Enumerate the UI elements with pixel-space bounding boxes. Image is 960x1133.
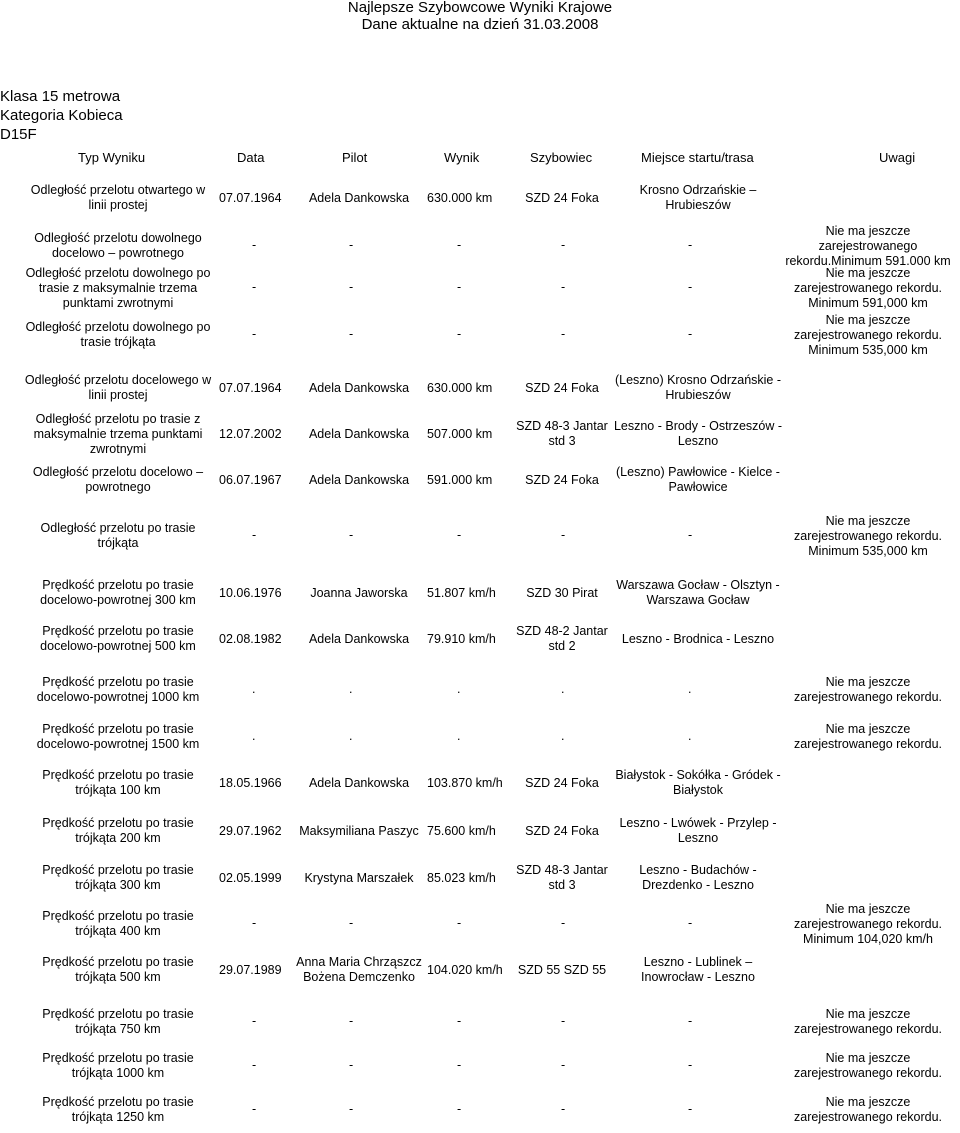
record-pilot-text: Adela Dankowska — [308, 380, 410, 395]
record-type — [22, 712, 214, 762]
page-header — [0, 0, 960, 33]
record-place-text: Krosno Odrzańskie – Hrubieszów — [639, 183, 757, 212]
record-remarks — [780, 314, 956, 356]
record-pilot — [290, 180, 428, 216]
record-pilot — [290, 410, 428, 458]
record-result — [427, 180, 507, 216]
record-remarks-text: Nie ma jeszcze zarejestrowanego rekordu. — [794, 1051, 942, 1080]
record-place — [612, 945, 784, 995]
record-date — [219, 808, 289, 854]
record-remarks — [780, 266, 956, 310]
record-type-text: Odległość przelotu docelowo – powrotnego — [32, 465, 204, 494]
record-result-text: 85.023 km/h — [427, 870, 496, 885]
record-date-text: 18.05.1966 — [219, 775, 282, 790]
table-header — [0, 148, 960, 166]
dash-mark: - — [561, 916, 566, 930]
record-remarks — [780, 223, 956, 268]
record-type — [22, 180, 214, 216]
table-row — [0, 761, 960, 805]
record-result-text: 507.000 km — [427, 426, 493, 441]
table-row — [0, 712, 960, 762]
dash-mark: . — [688, 682, 692, 696]
record-remarks-text: Nie ma jeszcze zarejestrowanego rekordu. — [794, 1095, 942, 1124]
dash-mark: - — [688, 916, 693, 930]
record-type — [22, 367, 214, 409]
record-date — [219, 367, 289, 409]
dash-mark: . — [349, 682, 353, 696]
record-type-text: Prędkość przelotu po trasie trójkąta 200 km — [42, 816, 194, 845]
dash-mark: - — [561, 280, 566, 294]
record-date — [219, 410, 289, 458]
record-date-text: 06.07.1967 — [219, 472, 282, 487]
table-row — [0, 180, 960, 216]
record-place — [612, 616, 784, 662]
table-row — [0, 266, 960, 310]
record-result-text: 51.807 km/h — [427, 585, 496, 600]
record-result-text: 591.000 km — [427, 472, 493, 487]
record-place-text: (Leszno) Pawłowice - Kielce - Pawłowice — [616, 465, 780, 494]
dash-mark: - — [457, 1102, 462, 1116]
record-remarks-text: Nie ma jeszcze zarejestrowanego rekordu. Minimum 591,000 km — [794, 265, 942, 310]
dash-mark: - — [561, 1058, 566, 1072]
record-result — [427, 460, 507, 500]
record-remarks — [780, 665, 956, 715]
dash-mark: - — [349, 1102, 354, 1116]
record-pilot-text: Joanna Jaworska — [310, 585, 408, 600]
record-type-text: Prędkość przelotu po trasie docelowo-powrotnej 300 km — [40, 578, 196, 607]
col-header-wynik: Wynik — [444, 150, 480, 165]
dash-mark: - — [457, 916, 462, 930]
record-glider — [508, 808, 616, 854]
record-place-text: Leszno - Brodnica - Leszno — [621, 631, 775, 646]
dash-mark: - — [688, 327, 693, 341]
record-pilot — [290, 808, 428, 854]
record-pilot-text: Adela Dankowska — [308, 631, 410, 646]
dash-mark: - — [252, 280, 257, 294]
record-type-text: Prędkość przelotu po trasie trójkąta 500 km — [42, 955, 194, 984]
dash-mark: - — [252, 528, 257, 542]
record-type — [22, 856, 214, 900]
record-glider — [508, 945, 616, 995]
record-glider — [508, 460, 616, 500]
dash-mark: - — [349, 238, 354, 252]
col-header-typ: Typ Wyniku — [78, 150, 146, 165]
record-pilot-text: Adela Dankowska — [308, 472, 410, 487]
record-result — [427, 410, 507, 458]
record-place-text: Leszno - Lwówek - Przylep - Leszno — [619, 816, 777, 845]
record-type — [22, 1046, 214, 1086]
table-row — [0, 1090, 960, 1130]
dash-mark: - — [457, 280, 462, 294]
record-pilot — [290, 761, 428, 805]
record-type — [22, 665, 214, 715]
dash-mark: - — [252, 238, 257, 252]
dash-mark: - — [688, 528, 693, 542]
record-remarks — [780, 512, 956, 560]
record-glider-text: SZD 48-3 Jantar std 3 — [516, 419, 608, 448]
record-glider-text: SZD 48-3 Jantar std 3 — [516, 863, 608, 892]
record-result-text: 103.870 km/h — [427, 775, 503, 790]
dash-mark: - — [561, 327, 566, 341]
dash-mark: - — [349, 327, 354, 341]
record-remarks — [780, 1000, 956, 1044]
record-date — [219, 180, 289, 216]
col-header-miejsce: Miejsce startu/trasa — [641, 150, 754, 165]
record-glider-text: SZD 24 Foka — [525, 775, 599, 790]
dash-mark: - — [349, 1014, 354, 1028]
record-pilot — [290, 367, 428, 409]
dash-mark: - — [252, 1014, 257, 1028]
record-date — [219, 616, 289, 662]
record-place — [612, 460, 784, 500]
record-glider — [508, 761, 616, 805]
record-date — [219, 570, 289, 616]
record-type-text: Odległość przelotu otwartego w linii prostej — [30, 183, 206, 212]
table-row — [0, 616, 960, 662]
record-type-text: Prędkość przelotu po trasie trójkąta 1000 km — [42, 1051, 194, 1080]
dash-mark: - — [457, 238, 462, 252]
table-row — [0, 665, 960, 715]
record-remarks — [780, 900, 956, 948]
record-glider — [508, 616, 616, 662]
table-row — [0, 808, 960, 854]
table-row — [0, 223, 960, 268]
dash-mark: . — [561, 729, 565, 743]
record-glider-text: SZD 55 SZD 55 — [517, 962, 607, 977]
record-pilot — [290, 945, 428, 995]
record-place — [612, 808, 784, 854]
record-glider-text: SZD 48-2 Jantar std 2 — [516, 624, 608, 653]
record-result — [427, 945, 507, 995]
record-place — [612, 761, 784, 805]
record-place — [612, 410, 784, 458]
table-row — [0, 856, 960, 900]
record-place — [612, 180, 784, 216]
record-remarks-text: Nie ma jeszcze zarejestrowanego rekordu. — [794, 675, 942, 704]
record-type — [22, 1000, 214, 1044]
record-date — [219, 761, 289, 805]
dash-mark: - — [457, 1058, 462, 1072]
dash-mark: - — [349, 280, 354, 294]
record-remarks — [780, 1046, 956, 1086]
record-date-text: 12.07.2002 — [219, 426, 282, 441]
record-pilot-text: Anna Maria Chrząszcz Bożena Demczenko — [296, 955, 422, 984]
dash-mark: - — [688, 280, 693, 294]
dash-mark: - — [349, 528, 354, 542]
record-pilot-text: Adela Dankowska — [308, 775, 410, 790]
table-row — [0, 460, 960, 500]
record-pilot-text: Adela Dankowska — [308, 190, 410, 205]
record-place-text: Leszno - Brody - Ostrzeszów - Leszno — [613, 419, 783, 448]
dash-mark: - — [688, 1014, 693, 1028]
record-remarks-text: Nie ma jeszcze zarejestrowanego rekordu. Minimum 535,000 km — [794, 312, 942, 357]
dash-mark: . — [252, 682, 256, 696]
dash-mark: - — [457, 528, 462, 542]
record-remarks — [780, 712, 956, 762]
record-type-text: Odległość przelotu po trasie trójkąta — [40, 521, 196, 550]
dash-mark: - — [252, 327, 257, 341]
dash-mark: - — [561, 1014, 566, 1028]
table-row — [0, 900, 960, 948]
dash-mark: . — [252, 729, 256, 743]
record-date-text: 02.08.1982 — [219, 631, 282, 646]
record-type-text: Prędkość przelotu po trasie docelowo-powrotnej 500 km — [40, 624, 196, 653]
record-glider — [508, 856, 616, 900]
record-place-text: Białystok - Sokółka - Gródek - Białystok — [615, 768, 781, 797]
record-date-text: 02.05.1999 — [219, 870, 282, 885]
record-result-text: 630.000 km — [427, 380, 493, 395]
dash-mark: - — [252, 916, 257, 930]
record-date-text: 07.07.1964 — [219, 190, 282, 205]
class-label: Klasa 15 metrowa — [0, 88, 121, 105]
record-pilot-text: Krystyna Marszałek — [304, 870, 414, 885]
record-pilot-text: Adela Dankowska — [308, 426, 410, 441]
dash-mark: - — [457, 327, 462, 341]
record-pilot — [290, 570, 428, 616]
record-result — [427, 761, 507, 805]
record-remarks — [780, 1090, 956, 1130]
record-type-text: Prędkość przelotu po trasie trójkąta 300 km — [42, 863, 194, 892]
class-code: D15F — [0, 126, 37, 143]
record-type-text: Prędkość przelotu po trasie trójkąta 100 km — [42, 768, 194, 797]
dash-mark: - — [561, 1102, 566, 1116]
record-remarks-text: Nie ma jeszcze zarejestrowanego rekordu. Minimum 535,000 km — [794, 513, 942, 558]
col-header-szybowiec: Szybowiec — [530, 150, 593, 165]
record-type-text: Odległość przelotu dowolnego po trasie trójkąta — [25, 320, 211, 349]
record-type-text: Odległość przelotu po trasie z maksymalnie trzema punktami zwrotnymi — [33, 411, 203, 456]
record-type — [22, 314, 214, 356]
dash-mark: . — [688, 729, 692, 743]
dash-mark: - — [349, 1058, 354, 1072]
record-result — [427, 367, 507, 409]
record-type-text: Prędkość przelotu po trasie docelowo-powrotnej 1500 km — [36, 722, 200, 751]
record-type-text: Prędkość przelotu po trasie docelowo-powrotnej 1000 km — [36, 675, 200, 704]
col-header-pilot: Pilot — [342, 150, 368, 165]
record-remarks-text: Nie ma jeszcze zarejestrowanego rekordu. Minimum 104,020 km/h — [794, 901, 942, 946]
dash-mark: . — [349, 729, 353, 743]
record-glider-text: SZD 24 Foka — [525, 380, 599, 395]
record-date-text: 29.07.1962 — [219, 823, 282, 838]
record-date-text: 29.07.1989 — [219, 962, 282, 977]
record-pilot-text: Maksymiliana Paszyc — [299, 823, 419, 838]
record-date — [219, 460, 289, 500]
record-type — [22, 570, 214, 616]
record-date — [219, 856, 289, 900]
page-title: Najlepsze Szybowcowe Wyniki Krajowe — [347, 0, 613, 16]
record-result — [427, 856, 507, 900]
table-row — [0, 945, 960, 995]
record-type-text: Prędkość przelotu po trasie trójkąta 750 km — [42, 1007, 194, 1036]
record-type — [22, 808, 214, 854]
dash-mark: - — [688, 1058, 693, 1072]
record-result — [427, 808, 507, 854]
table-row — [0, 1046, 960, 1086]
record-result — [427, 616, 507, 662]
table-row — [0, 570, 960, 616]
record-glider — [508, 570, 616, 616]
record-result-text: 79.910 km/h — [427, 631, 496, 646]
record-glider — [508, 367, 616, 409]
record-type-text: Prędkość przelotu po trasie trójkąta 400 km — [42, 909, 194, 938]
record-type — [22, 410, 214, 458]
dash-mark: - — [252, 1058, 257, 1072]
record-glider-text: SZD 24 Foka — [525, 190, 599, 205]
record-result-text: 75.600 km/h — [427, 823, 496, 838]
record-remarks-text: Nie ma jeszcze zarejestrowanego rekordu. — [794, 722, 942, 751]
dash-mark: . — [457, 729, 461, 743]
record-type — [22, 266, 214, 310]
data-date: Dane aktualne na dzień 31.03.2008 — [361, 16, 599, 33]
record-type-text: Prędkość przelotu po trasie trójkąta 1250 km — [42, 1095, 194, 1124]
dash-mark: . — [561, 682, 565, 696]
dash-mark: - — [561, 528, 566, 542]
table-row — [0, 367, 960, 409]
record-result-text: 630.000 km — [427, 190, 493, 205]
category-label: Kategoria Kobieca — [0, 107, 123, 124]
record-place — [612, 570, 784, 616]
dash-mark: - — [252, 1102, 257, 1116]
record-type — [22, 945, 214, 995]
record-glider-text: SZD 24 Foka — [525, 823, 599, 838]
record-type-text: Odległość przelotu dowolnego po trasie z maksymalnie trzema punktami zwrotnymi — [25, 265, 211, 310]
record-place — [612, 367, 784, 409]
record-type — [22, 512, 214, 560]
table-row — [0, 314, 960, 356]
record-place-text: (Leszno) Krosno Odrzańskie - Hrubieszów — [614, 373, 782, 402]
record-remarks-text: Nie ma jeszcze zarejestrowanego rekordu. — [794, 1007, 942, 1036]
table-row — [0, 512, 960, 560]
record-place-text: Leszno - Budachów - Drezdenko - Leszno — [639, 863, 757, 892]
record-type-text: Odległość przelotu docelowego w linii prostej — [24, 373, 212, 402]
record-glider — [508, 410, 616, 458]
record-type-text: Odległość przelotu dowolnego docelowo – powrotnego — [34, 231, 202, 260]
dash-mark: - — [561, 238, 566, 252]
record-date — [219, 945, 289, 995]
record-glider — [508, 180, 616, 216]
record-type — [22, 226, 214, 266]
record-result — [427, 570, 507, 616]
record-place-text: Leszno - Lublinek – Inowrocław - Leszno — [641, 955, 755, 984]
record-type — [22, 900, 214, 948]
col-header-uwagi: Uwagi — [879, 150, 916, 165]
record-glider-text: SZD 24 Foka — [525, 472, 599, 487]
table-row — [0, 1000, 960, 1044]
record-date-text: 10.06.1976 — [219, 585, 282, 600]
record-result-text: 104.020 km/h — [427, 962, 503, 977]
col-header-data: Data — [237, 150, 265, 165]
record-pilot — [290, 616, 428, 662]
dash-mark: - — [688, 238, 693, 252]
record-pilot — [290, 460, 428, 500]
record-date-text: 07.07.1964 — [219, 380, 282, 395]
record-glider-text: SZD 30 Pirat — [526, 585, 598, 600]
record-remarks-text: Nie ma jeszcze zarejestrowanego rekordu.Minimum 591.000 km — [785, 223, 951, 268]
record-pilot — [290, 856, 428, 900]
record-place-text: Warszawa Gocław - Olsztyn - Warszawa Gocław — [616, 578, 780, 607]
classification-block — [0, 87, 123, 144]
record-type — [22, 616, 214, 662]
dash-mark: . — [457, 682, 461, 696]
record-type — [22, 761, 214, 805]
record-type — [22, 1090, 214, 1130]
record-place — [612, 856, 784, 900]
dash-mark: - — [349, 916, 354, 930]
record-type — [22, 460, 214, 500]
dash-mark: - — [457, 1014, 462, 1028]
table-row — [0, 410, 960, 458]
dash-mark: - — [688, 1102, 693, 1116]
